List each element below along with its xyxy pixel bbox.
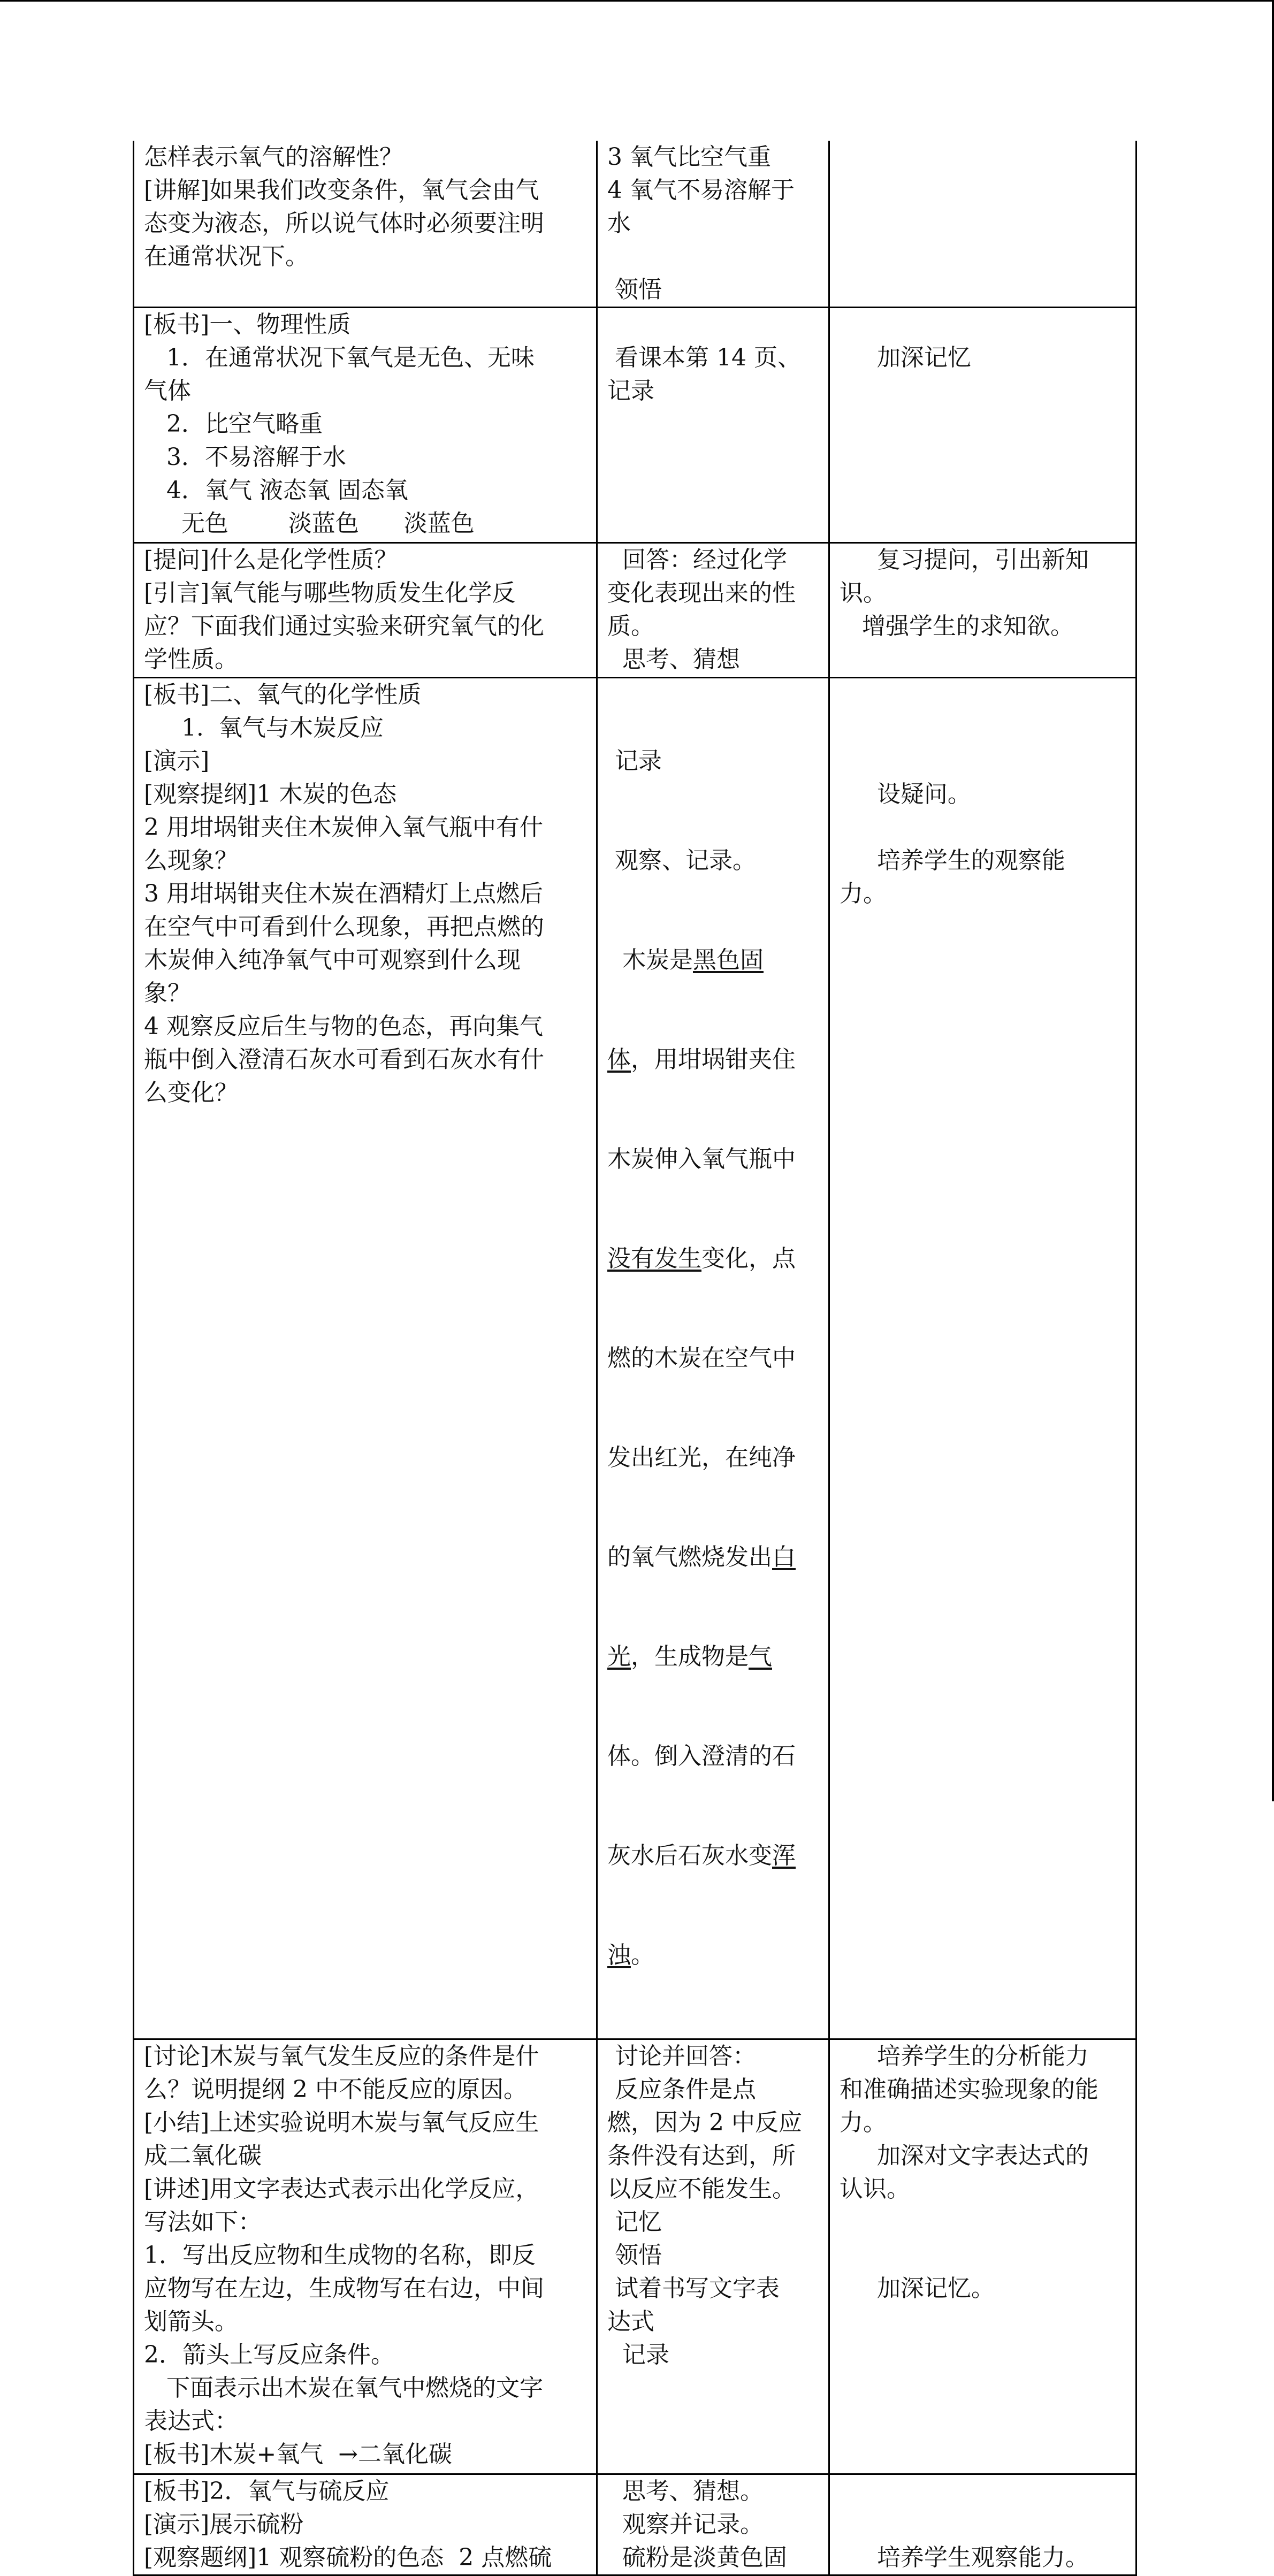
table-row <box>134 2474 1136 2575</box>
cell-line: [引言]氧气能与哪些物质发生化学反 <box>144 579 516 607</box>
underlined-answer: 体 <box>607 1046 631 1073</box>
cell-line: 以反应不能发生。 <box>607 2175 796 2203</box>
cell-line: 变化表现出来的性 <box>607 579 796 607</box>
student-line <box>607 1242 821 1275</box>
cell-line <box>840 2239 1128 2272</box>
cell-line: 4．氧气 液态氧 固态氧 <box>144 477 408 504</box>
cell-line: 记录 <box>607 2341 669 2368</box>
cell-line: 4 氧气不易溶解于 <box>607 177 795 204</box>
table-row <box>134 543 1136 678</box>
cell-line <box>840 2508 1128 2541</box>
student-line: 观察、记录。 <box>607 847 756 874</box>
cell-line: 力。 <box>840 2109 887 2136</box>
cell-line: 达式 <box>607 2308 654 2335</box>
cell-line: [板书]木炭+氧气 →二氧化碳 <box>144 2441 453 2468</box>
cell-line: 象？ <box>144 980 191 1007</box>
cell-line: 观察并记录。 <box>607 2511 764 2538</box>
cell-line: 思考、猜想 <box>607 646 740 673</box>
cell-line: 看课本第 14 页、 <box>607 344 801 371</box>
cell-line <box>607 240 821 273</box>
student-activity-cell <box>597 141 829 308</box>
cell-line: 3 氧气比空气重 <box>607 143 771 171</box>
cell-line: 加深对文字表达式的 <box>840 2142 1089 2169</box>
cell-line: 么变化？ <box>144 1079 238 1106</box>
cell-line <box>840 2475 1128 2508</box>
page-top-border <box>0 0 1274 2</box>
cell-line: 应物写在左边，生成物写在右边，中间 <box>144 2275 544 2302</box>
cell-line: 划箭头。 <box>144 2308 238 2335</box>
cell-line: [讲解]如果我们改变条件，氧气会由气 <box>144 177 539 204</box>
cell-line: 在通常状况下。 <box>144 243 309 270</box>
cell-line: 和准确描述实验现象的能 <box>840 2076 1098 2103</box>
table-row <box>134 2039 1136 2474</box>
underlined-answer: 没有发生 <box>607 1245 701 1272</box>
cell-line: 4 观察反应后生与物的色态，再向集气 <box>144 1013 543 1040</box>
cell-line: 硫粉是淡黄色固 <box>607 2544 787 2571</box>
cell-line: [观察题纲]1 观察硫粉的色态 2 点燃硫 <box>144 2544 552 2571</box>
table-row <box>134 308 1136 543</box>
student-activity-cell <box>597 678 829 2039</box>
teacher-activity-cell <box>134 2039 597 2474</box>
cell-line: 培养学生的分析能力 <box>840 2043 1089 2070</box>
underlined-answer: 气 <box>749 1643 772 1670</box>
cell-line: 认识。 <box>840 2175 910 2203</box>
cell-line: 记忆 <box>607 2208 662 2236</box>
table-row <box>134 141 1136 308</box>
cell-line: 2 用坩埚钳夹住木炭伸入氧气瓶中有什 <box>144 814 543 841</box>
underlined-answer: 黑色固 <box>692 946 764 974</box>
cell-line: 试着书写文字表 <box>607 2275 780 2302</box>
cell-line: 思考、猜想。 <box>607 2478 764 2505</box>
cell-line: 加深记忆 <box>840 344 971 371</box>
cell-line: 瓶中倒入澄清石灰水可看到石灰水有什 <box>144 1046 544 1073</box>
cell-line: 质。 <box>607 613 654 640</box>
underlined-answer: 浑 <box>772 1842 796 1869</box>
student-line: 燃的木炭在空气中 <box>607 1344 796 1372</box>
cell-line: 表达式： <box>144 2407 238 2435</box>
cell-line: 无色 淡蓝色 淡蓝色 <box>144 510 475 537</box>
cell-line: [板书]2．氧气与硫反应 <box>144 2478 390 2505</box>
cell-line: 水 <box>607 210 631 237</box>
cell-line: 成二氧化碳 <box>144 2142 262 2169</box>
underlined-answer: 白 <box>772 1543 796 1571</box>
cell-line: [演示] <box>144 747 210 775</box>
design-purpose-cell <box>829 308 1136 543</box>
student-line: 记录 <box>607 747 662 775</box>
table-row <box>134 678 1136 2039</box>
cell-line: [板书]一、物理性质 <box>144 311 351 338</box>
design-purpose-cell <box>829 678 1136 2039</box>
cell-line <box>840 745 1128 778</box>
cell-line: 回答：经过化学 <box>607 546 787 574</box>
student-line: 木炭伸入氧气瓶中 <box>607 1145 796 1173</box>
cell-line: 复习提问，引出新知 <box>840 546 1089 574</box>
cell-line <box>840 2206 1128 2239</box>
teacher-activity-cell <box>134 141 597 308</box>
cell-line: 气体 <box>144 377 191 404</box>
cell-line <box>840 712 1128 745</box>
cell-line: 应？下面我们通过实验来研究氧气的化 <box>144 613 544 640</box>
student-text: ，生成物是 <box>631 1643 749 1670</box>
cell-line: 加深记忆。 <box>840 2275 995 2302</box>
cell-line: [观察提纲]1 木炭的色态 <box>144 781 397 808</box>
cell-line: [演示]展示硫粉 <box>144 2511 304 2538</box>
cell-line: 燃，因为 2 中反应 <box>607 2109 802 2136</box>
lesson-plan-table <box>133 141 1137 2576</box>
cell-line: 2．比空气略重 <box>144 410 323 438</box>
student-text: 的氧气燃烧发出 <box>607 1543 772 1571</box>
student-activity-cell <box>597 2474 829 2575</box>
cell-line: 领悟 <box>607 2242 662 2269</box>
student-line <box>607 944 821 977</box>
cell-line <box>840 811 1128 844</box>
cell-line: 领悟 <box>607 276 662 303</box>
cell-line: 记录 <box>607 377 654 404</box>
underlined-answer: 浊 <box>607 1941 631 1969</box>
cell-line: 识。 <box>840 579 887 607</box>
design-purpose-cell <box>829 141 1136 308</box>
cell-line: 3 用坩埚钳夹住木炭在酒精灯上点燃后 <box>144 880 543 907</box>
teacher-activity-cell <box>134 543 597 678</box>
cell-line: 学性质。 <box>144 646 238 673</box>
cell-line <box>607 308 821 341</box>
student-activity-cell <box>597 308 829 543</box>
cell-line: 下面表示出木炭在氧气中燃烧的文字 <box>144 2374 543 2402</box>
cell-line: 怎样表示氧气的溶解性？ <box>144 143 403 171</box>
cell-line: 讨论并回答： <box>607 2043 756 2070</box>
student-text: ，用坩埚钳夹住 <box>631 1046 796 1073</box>
design-purpose-cell <box>829 543 1136 678</box>
cell-line: 1. 氧气与木炭反应 <box>144 714 384 742</box>
cell-line: [小结]上述实验说明木炭与氧气反应生 <box>144 2109 539 2136</box>
cell-line: 么？说明提纲 2 中不能反应的原因。 <box>144 2076 527 2103</box>
cell-line: 2．箭头上写反应条件。 <box>144 2341 394 2368</box>
cell-line: [板书]二、氧气的化学性质 <box>144 681 422 708</box>
cell-line: 条件没有达到，所 <box>607 2142 796 2169</box>
student-text: 灰水后石灰水变 <box>607 1842 772 1869</box>
student-text: 。 <box>631 1941 654 1969</box>
student-line <box>607 1939 821 1972</box>
cell-line: 木炭伸入纯净氧气中可观察到什么现 <box>144 946 521 974</box>
cell-line: 么现象？ <box>144 847 238 874</box>
cell-line: 反应条件是点 <box>607 2076 756 2103</box>
teacher-activity-cell <box>134 308 597 543</box>
student-line: 发出红光，在纯净 <box>607 1444 796 1471</box>
student-line <box>607 1541 821 1574</box>
cell-line: 设疑问。 <box>840 781 971 808</box>
cell-line: 3．不易溶解于水 <box>144 444 346 471</box>
student-line <box>607 1043 821 1076</box>
cell-line: [讨论]木炭与氧气发生反应的条件是什 <box>144 2043 539 2070</box>
student-line <box>607 1839 821 1872</box>
student-line <box>607 1640 821 1673</box>
student-text: 变化，点 <box>701 1245 796 1272</box>
student-activity-cell <box>597 543 829 678</box>
student-text: 木炭是 <box>607 946 693 974</box>
underlined-answer: 光 <box>607 1643 631 1670</box>
teacher-activity-cell <box>134 2474 597 2575</box>
cell-line: 增强学生的求知欲。 <box>840 613 1074 640</box>
cell-line: 1．写出反应物和生成物的名称，即反 <box>144 2242 536 2269</box>
cell-line: 写法如下： <box>144 2208 262 2236</box>
teacher-activity-cell <box>134 678 597 2039</box>
cell-line: 态变为液态，所以说气体时必须要注明 <box>144 210 544 237</box>
cell-line <box>840 308 1128 341</box>
student-activity-cell <box>597 2039 829 2474</box>
student-line: 体。倒入澄清的石 <box>607 1742 796 1770</box>
cell-line: 1．在通常状况下氧气是无色、无味 <box>144 344 535 371</box>
cell-line: [讲述]用文字表达式表示出化学反应， <box>144 2175 539 2203</box>
cell-line: 培养学生的观察能 <box>840 847 1065 874</box>
design-purpose-cell <box>829 2474 1136 2575</box>
cell-line: [提问]什么是化学性质？ <box>144 546 398 574</box>
design-purpose-cell <box>829 2039 1136 2474</box>
cell-line: 培养学生观察能力。 <box>840 2544 1089 2571</box>
page-right-border <box>1272 0 1274 1801</box>
cell-line: 力。 <box>840 880 887 907</box>
cell-line: 在空气中可看到什么现象，再把点燃的 <box>144 913 544 941</box>
cell-line <box>840 678 1128 712</box>
